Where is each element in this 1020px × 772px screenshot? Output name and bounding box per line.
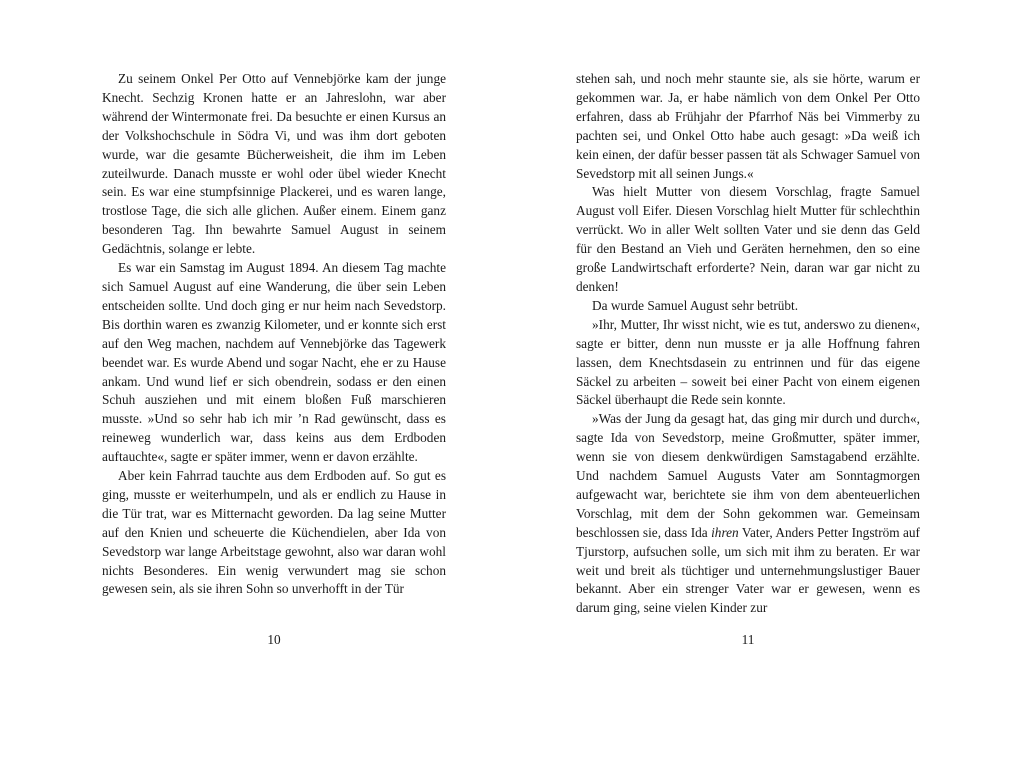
- left-page: [102, 70, 446, 599]
- paragraph: Es war ein Samstag im August 1894. An diesem Tag machte sich Samuel August auf eine Wanderung, die über sein Leben entscheiden sollte. Und doch ging er nur heim nach Sevedstorp. Bis dorthin waren es zwanzig Kilometer, und er konnte sich erst auf den Weg machen, nachdem auf Vennebjörke das Tagewerk beendet war. Es wurde Abend und sogar Nacht, ehe er zu Hause ankam. Und wund lief er sich obendrein, sodass er den einen Schuh ausziehen und mit einem bloßen Fuß marschieren musste. »Und so sehr hab ich mir ’n Rad gewünscht, dass es reineweg wunderlich war, dass keins aus dem Erdboden auftauchte«, sagte er später immer, wenn er davon erzählte.: [102, 260, 446, 465]
- paragraph: stehen sah, und noch mehr staunte sie, als sie hörte, warum er gekommen war. Ja, er habe nämlich von dem Onkel Per Otto erfahren, dass ab Frühjahr der Pfarrhof Näs bei Vimmerby zu pachten sei, und Onkel Otto habe auch gesagt: »Da weiß ich kein einen, der dafür besser passen tät als Schwager Samuel von Sevedstorp mit all seinen Jungs.«: [576, 71, 920, 181]
- text-run: »Was der Jung da gesagt hat, das ging mir durch und durch«, sagte Ida von Sevedstorp, meine Großmutter, später immer, wenn sie von diesem denkwürdigen Samstagabend erzählte. Und nachdem Samuel Augusts Vater am Sonntagmorgen aufgewacht war, berichtete sie ihm von dem abenteuerlichen Vorschlag, mit dem der Sohn gekommen war. Gemeinsam beschlossen sie, dass Ida: [576, 411, 920, 540]
- paragraph: Was hielt Mutter von diesem Vorschlag, fragte Samuel August voll Eifer. Diesen Vorschlag hielt Mutter für schlechthin verrückt. Wo in aller Welt sollten Vater und sie denn das Geld für den Bestand an Vieh und Geräten hernehmen, den so eine große Landwirtschaft erforderte? Nein, daran war gar nicht zu denken!: [576, 184, 920, 294]
- page-number-left: 10: [267, 632, 281, 647]
- paragraph: Zu seinem Onkel Per Otto auf Vennebjörke kam der junge Knecht. Sechzig Kronen hatte er an Jahreslohn, war aber während der Wintermonate frei. Da besuchte er einen Kursus an der Volkshochschule in Södra Vi, und was ihm dort geboten wurde, war die gesamte Bücherweisheit, die ihm im Leben zuteilwurde. Danach musste er wohl oder übel wieder Knecht sein. Es war eine stumpfsinnige Plackerei, und es waren lange, trostlose Tage, die sich alle glichen. Außer einem. Einem ganz besonderen Tag. Ihn bewahrte Samuel August in seinem Gedächtnis, solange er lebte.: [102, 71, 446, 257]
- right-page: [576, 70, 920, 618]
- page-number-right: 11: [741, 632, 755, 647]
- paragraph: Aber kein Fahrrad tauchte aus dem Erdboden auf. So gut es ging, musste er weiterhumpeln, und als er endlich zu Hause in die Tür trat, war es Mitternacht geworden. Da lag seine Mutter auf den Knien und scheuerte die Küchendielen, aber Ida von Sevedstorp war lange Arbeitstage gewohnt, also war daran wohl nichts Besonderes. Ein wenig verwundert mag sie schon gewesen sein, als sie ihren Sohn so unverhofft in der Tür: [102, 468, 446, 597]
- paragraph-with-emphasis: [576, 410, 920, 618]
- paragraph: »Ihr, Mutter, Ihr wisst nicht, wie es tut, anderswo zu dienen«, sagte er bitter, denn nun musste er ja alle Hoffnung fahren lassen, dem Knechtsdasein zu entrinnen und für das eigene Säckel zu arbeiten – soweit bei einer Pacht von einem eigenen Säckel überhaupt die Rede sein konnte.: [576, 316, 920, 408]
- emphasized-word: ihren: [711, 524, 739, 540]
- text-run: Vater, Anders Petter Ingström auf Tjurstorp, aufsuchen solle, um sich mit ihm zu beraten. Er war weit und breit als tüchtiger und unternehmungslustiger Bauer bekannt. Aber ein strenger Vater war er gewesen, wenn es darum ging, seine vielen Kinder zur: [576, 524, 920, 616]
- paragraph: Da wurde Samuel August sehr betrübt.: [592, 297, 799, 313]
